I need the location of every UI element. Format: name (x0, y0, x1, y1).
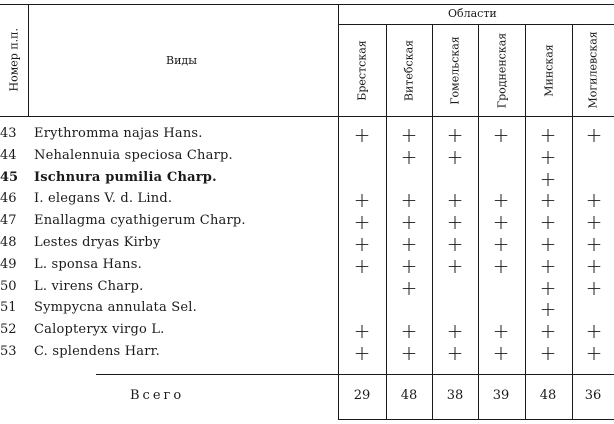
rule-header-bottom (0, 116, 614, 117)
region-header-minsk: Минская (542, 44, 556, 97)
presence-mark: + (539, 276, 557, 300)
region-header-vitebsk: Витебская (402, 39, 416, 102)
presence-mark: + (353, 210, 371, 234)
rule-v-3 (478, 24, 479, 420)
presence-mark: + (539, 254, 557, 278)
presence-mark: + (400, 232, 418, 256)
presence-mark: + (585, 210, 603, 234)
presence-mark: + (585, 232, 603, 256)
regions-group-header: Области (448, 7, 497, 20)
presence-mark: + (492, 123, 510, 147)
presence-mark: + (539, 188, 557, 212)
presence-mark: + (400, 319, 418, 343)
presence-mark: + (446, 341, 464, 365)
rule-v-num (28, 4, 29, 116)
presence-mark: + (539, 232, 557, 256)
rule-v-species (338, 4, 339, 420)
rule-top (0, 4, 614, 5)
total-minsk: 48 (539, 388, 557, 403)
total-vitebsk: 48 (400, 388, 418, 403)
row-number: 50 (0, 279, 17, 294)
species-name: Sympycna annulata Sel. (34, 300, 197, 315)
presence-mark: + (400, 123, 418, 147)
presence-mark: + (446, 232, 464, 256)
presence-mark: + (446, 145, 464, 169)
row-number: 52 (0, 322, 17, 337)
presence-mark: + (353, 319, 371, 343)
species-name: L. virens Charp. (34, 279, 144, 294)
presence-mark: + (353, 254, 371, 278)
species-name: Enallagma cyathigerum Charp. (34, 213, 246, 228)
species-name: Calopteryx virgo L. (34, 322, 165, 337)
row-number: 49 (0, 257, 17, 272)
presence-mark: + (539, 341, 557, 365)
row-number: 47 (0, 213, 17, 228)
species-name: C. splendens Harr. (34, 344, 160, 359)
row-number: 51 (0, 300, 17, 315)
presence-mark: + (585, 319, 603, 343)
presence-mark: + (585, 254, 603, 278)
presence-mark: + (585, 341, 603, 365)
rule-totals-top (96, 374, 614, 375)
totals-label: Всего (130, 388, 185, 403)
presence-mark: + (446, 210, 464, 234)
presence-mark: + (446, 254, 464, 278)
row-number: 43 (0, 126, 17, 141)
species-name: Nehalennuia speciosa Charp. (34, 148, 233, 163)
rule-v-1 (386, 24, 387, 420)
presence-mark: + (492, 188, 510, 212)
presence-mark: + (353, 188, 371, 212)
presence-mark: + (539, 297, 557, 321)
presence-mark: + (585, 276, 603, 300)
presence-mark: + (585, 188, 603, 212)
species-name: I. elegans V. d. Lind. (34, 191, 173, 206)
row-number: 46 (0, 191, 17, 206)
rule-totals-bottom (338, 419, 614, 420)
presence-mark: + (446, 188, 464, 212)
presence-mark: + (400, 188, 418, 212)
presence-mark: + (539, 145, 557, 169)
presence-mark: + (400, 341, 418, 365)
row-number: 44 (0, 148, 17, 163)
species-name: Erythromma najas Hans. (34, 126, 203, 141)
presence-mark: + (492, 210, 510, 234)
total-brest: 29 (353, 388, 371, 403)
rule-v-5 (572, 24, 573, 420)
presence-mark: + (585, 123, 603, 147)
row-number: 48 (0, 235, 17, 250)
total-grodno: 39 (492, 388, 510, 403)
presence-mark: + (539, 210, 557, 234)
presence-mark: + (492, 254, 510, 278)
species-name: Ischnura pumilia Charp. (34, 170, 217, 185)
region-header-gomel: Гомельская (448, 36, 462, 105)
presence-mark: + (353, 232, 371, 256)
total-gomel: 38 (446, 388, 464, 403)
presence-mark: + (492, 341, 510, 365)
presence-mark: + (400, 254, 418, 278)
species-name: L. sponsa Hans. (34, 257, 142, 272)
rule-v-2 (432, 24, 433, 420)
region-header-mogilev: Могилевская (586, 31, 600, 109)
presence-mark: + (353, 341, 371, 365)
total-mogilev: 36 (584, 388, 602, 403)
region-header-brest: Брестская (355, 40, 369, 101)
species-name: Lestes dryas Kirby (34, 235, 161, 250)
presence-mark: + (400, 276, 418, 300)
presence-mark: + (492, 319, 510, 343)
row-number: 45 (0, 170, 19, 185)
number-column-header: Номер п.п. (7, 28, 21, 92)
presence-mark: + (492, 232, 510, 256)
presence-mark: + (539, 319, 557, 343)
region-header-grodno: Гродненская (495, 32, 509, 109)
presence-mark: + (400, 210, 418, 234)
presence-mark: + (400, 145, 418, 169)
rule-v-4 (525, 24, 526, 420)
presence-mark: + (539, 167, 557, 191)
row-number: 53 (0, 344, 17, 359)
species-column-header: Виды (166, 54, 197, 67)
presence-mark: + (446, 123, 464, 147)
presence-mark: + (539, 123, 557, 147)
presence-mark: + (353, 123, 371, 147)
presence-mark: + (446, 319, 464, 343)
